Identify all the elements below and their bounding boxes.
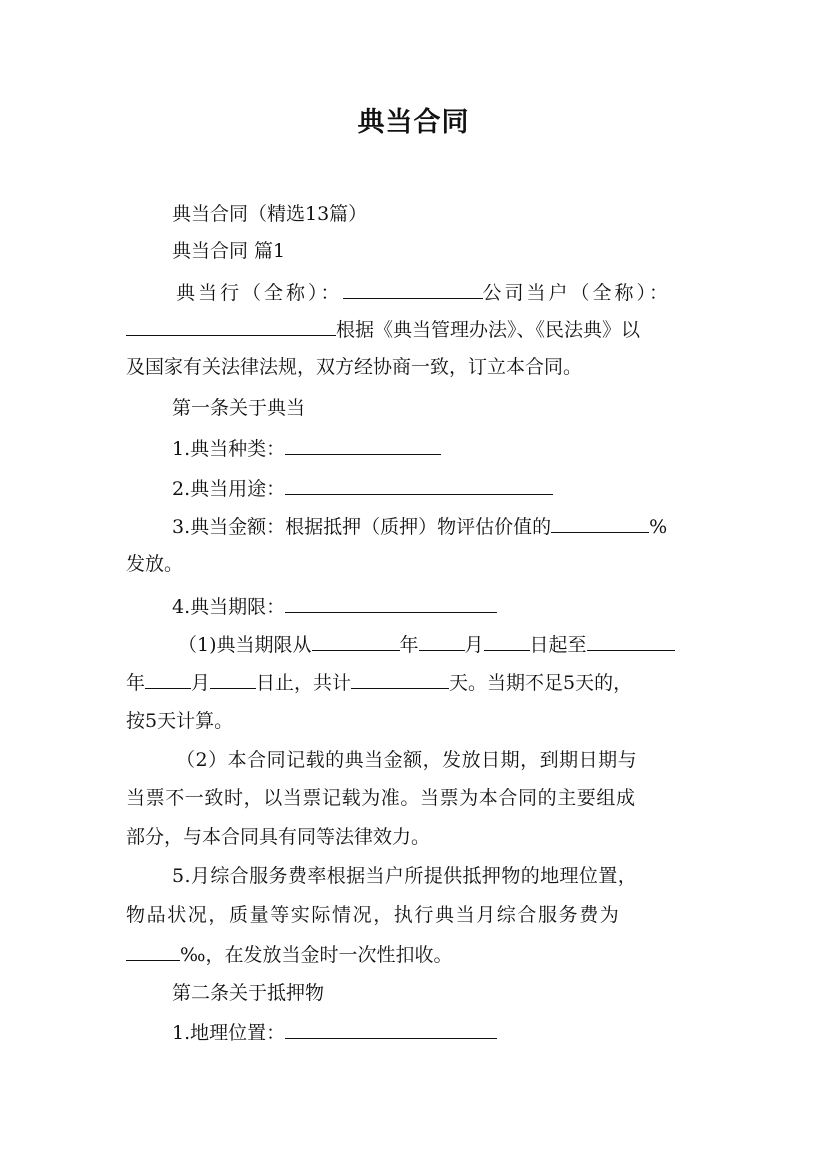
paragraph-line: 物品状况，质量等实际情况，执行典当月综合服务费为 [126,904,621,926]
paragraph-line: 年 月 日止，共计 天。当期不足5天的， [126,672,633,694]
document-title: 典当合同 [357,107,470,138]
paragraph-line: 部分，与本合同具有同等法律效力。 [126,826,431,848]
pawn-term-blank[interactable] [285,594,497,613]
section-heading: 典当合同 篇1 [172,240,286,262]
paragraph-line: 2.典当用途： [172,476,553,501]
paragraph-line: 4.典当期限： [172,594,497,619]
pawn-purpose-blank[interactable] [285,476,553,495]
end-month-blank[interactable] [145,670,191,689]
paragraph-line: （2）本合同记载的典当金额，发放日期，到期日期与 [176,749,638,771]
start-month-blank[interactable] [419,632,465,651]
paragraph-line: 1.典当种类： [172,436,441,461]
pawn-type-blank[interactable] [285,436,441,455]
paragraph-line: 按5天计算。 [126,710,234,732]
paragraph-line: 发放。 [126,553,184,575]
paragraph-line: 1.地理位置： [172,1020,497,1045]
subtitle-line: 典当合同（精选13篇） [172,203,368,225]
location-blank[interactable] [285,1020,497,1039]
paragraph-line: 及国家有关法律法规，双方经协商一致，订立本合同。 [126,356,583,378]
article-heading: 第二条关于抵押物 [172,982,325,1004]
paragraph-line [176,280,671,305]
total-days-blank[interactable] [351,670,449,689]
article-heading: 第一条关于典当 [172,397,306,419]
end-day-blank[interactable] [210,670,256,689]
service-fee-blank[interactable] [126,942,180,961]
paragraph-line: 当票不一致时，以当票记载为准。当票为本合同的主要组成 [126,787,636,809]
pawner-label: 公司当户（全称）： [482,282,672,304]
paragraph-line: ‰，在发放当金时一次性扣收。 [126,942,453,967]
pawn-percentage-blank[interactable] [551,514,649,533]
start-year-blank[interactable] [312,632,400,651]
start-day-blank[interactable] [484,632,530,651]
paragraph-line: 3.典当金额：根据抵押（质押）物评估价值的 % [172,516,668,538]
paragraph-line: 根据《典当管理办法》、《民法典》以 [126,317,640,342]
pawnshop-name-blank[interactable] [343,280,483,299]
pawner-name-blank[interactable] [126,317,336,336]
paragraph-line: 5.月综合服务费率根据当户所提供抵押物的地理位置， [172,865,638,887]
end-year-blank[interactable] [587,632,675,651]
pawnshop-label: 典当行（全称）： [176,282,343,304]
paragraph-line: （1)典当期限从 年 月 日起至 [178,632,675,657]
